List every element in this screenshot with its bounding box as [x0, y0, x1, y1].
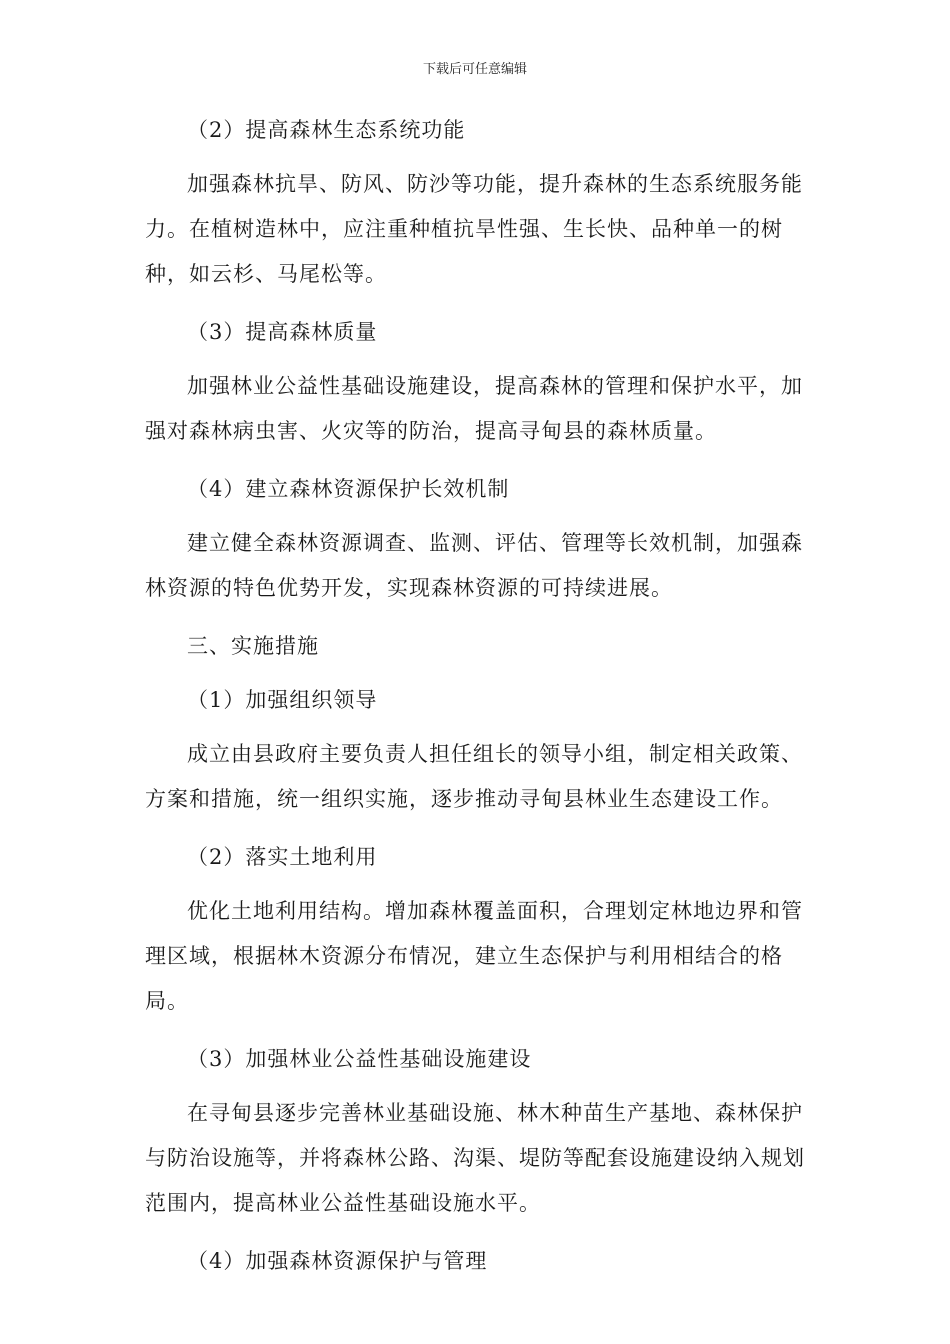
section-heading: （2）提高森林生态系统功能	[187, 118, 466, 142]
section-heading: （3）提高森林质量	[187, 320, 378, 344]
section-heading: （4）建立森林资源保护长效机制	[187, 477, 510, 501]
body-paragraph: 优化土地利用结构。增加森林覆盖面积，合理划定林地边界和管理区域，根据林木资源分布情况，建立生态保护与利用相结合的格局。	[145, 899, 803, 1013]
download-note: 下载后可任意编辑	[422, 62, 527, 77]
body-paragraph: 成立由县政府主要负责人担任组长的领导小组，制定相关政策、方案和措施，统一组织实施，逐步推动寻甸县林业生态建设工作。	[145, 742, 803, 811]
document-body	[145, 108, 810, 1284]
body-paragraph: 加强森林抗旱、防风、防沙等功能，提升森林的生态系统服务能力。在植树造林中，应注重种植抗旱性强、生长快、品种单一的树种，如云杉、马尾松等。	[145, 172, 803, 286]
section-heading: （4）加强森林资源保护与管理	[187, 1249, 488, 1273]
body-paragraph: 建立健全森林资源调查、监测、评估、管理等长效机制，加强森林资源的特色优势开发，实现森林资源的可持续进展。	[145, 531, 803, 600]
body-paragraph: 在寻甸县逐步完善林业基础设施、林木种苗生产基地、森林保护与防治设施等，并将森林公路、沟渠、堤防等配套设施建设纳入规划范围内，提高林业公益性基础设施水平。	[145, 1101, 805, 1215]
body-paragraph: 加强林业公益性基础设施建设，提高森林的管理和保护水平，加强对森林病虫害、火灾等的防治，提高寻甸县的森林质量。	[145, 374, 803, 443]
section-heading: （2）落实土地利用	[187, 845, 378, 869]
section-heading: （1）加强组织领导	[187, 688, 378, 712]
section-heading: （3）加强林业公益性基础设施建设	[187, 1047, 532, 1071]
chapter-heading: 三、实施措施	[187, 634, 319, 658]
